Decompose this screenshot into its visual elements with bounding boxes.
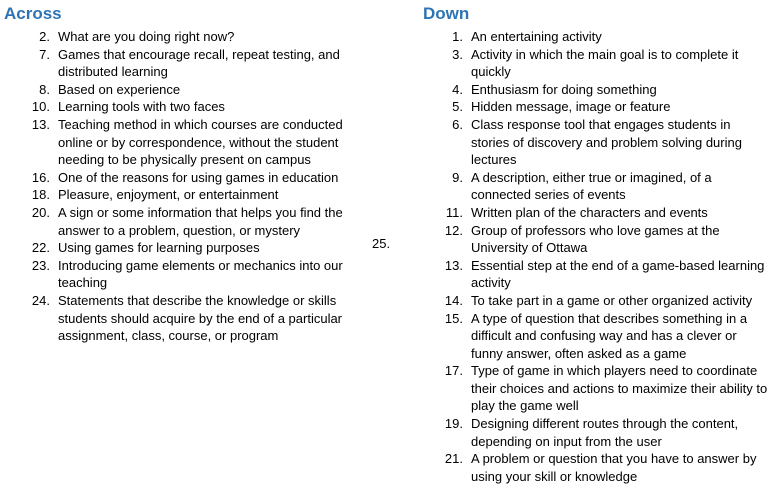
clue-text: Teaching method in which courses are conducted online or by correspondence, without the student needing to be physically present on campus bbox=[58, 116, 343, 168]
down-column bbox=[423, 4, 768, 485]
clue-text: Enthusiasm for doing something bbox=[471, 81, 657, 97]
clue-number: 22. bbox=[31, 240, 50, 256]
clue-number: 16. bbox=[31, 169, 50, 185]
clue-text: What are you doing right now? bbox=[58, 29, 235, 44]
clue-number: 13. bbox=[31, 116, 50, 132]
clue-text: Essential step at the end of a game-based learning activity bbox=[471, 257, 765, 291]
clue-number: 17. bbox=[444, 363, 463, 379]
clue-number: 7. bbox=[39, 46, 50, 62]
down-clue bbox=[423, 257, 768, 292]
down-clue bbox=[423, 310, 768, 363]
clue-text: Group of professors who love games at the University of Ottawa bbox=[471, 222, 720, 256]
across-clue bbox=[4, 204, 356, 239]
clue-text: Introducing game elements or mechanics into our teaching bbox=[58, 257, 343, 291]
clue-text: Pleasure, enjoyment, or entertainment bbox=[58, 187, 279, 203]
clue-number: 12. bbox=[444, 222, 463, 238]
clue-number: 23. bbox=[31, 257, 50, 273]
down-clue bbox=[423, 46, 768, 81]
clue-number: 8. bbox=[39, 81, 50, 97]
across-heading: Across bbox=[4, 4, 62, 23]
clue-number: 18. bbox=[31, 187, 50, 203]
down-clue bbox=[423, 169, 768, 204]
down-clue bbox=[423, 98, 768, 116]
clue-text: Using games for learning purposes bbox=[58, 240, 260, 256]
clue-text: Written plan of the characters and events bbox=[471, 204, 708, 220]
clue-text: Hidden message, image or feature bbox=[471, 99, 671, 115]
clue-number: 21. bbox=[444, 451, 463, 467]
clue-text: Class response tool that engages students in stories of discovery and problem solving during lectures bbox=[471, 116, 742, 168]
clue-number: 13. bbox=[444, 257, 463, 273]
clue-number: 2. bbox=[39, 29, 50, 44]
down-clue bbox=[423, 292, 768, 310]
clue-text: Type of game in which players need to coordinate their choices and actions to maximize their ability to play the game well bbox=[471, 363, 768, 414]
stray-clue-number: 25. bbox=[372, 236, 391, 251]
clue-number: 1. bbox=[452, 29, 463, 44]
clue-text: An entertaining activity bbox=[471, 29, 602, 44]
clue-text: Games that encourage recall, repeat testing, and distributed learning bbox=[58, 46, 340, 80]
clue-text: A type of question that describes something in a difficult and confusing way and has a clever or funny answer, often asked as a game bbox=[471, 310, 748, 361]
clue-number: 11. bbox=[445, 204, 463, 220]
clue-text: One of the reasons for using games in education bbox=[58, 169, 339, 185]
clue-text: A sign or some information that helps you find the answer to a problem, question, or mystery bbox=[58, 204, 343, 238]
down-clue bbox=[423, 450, 768, 485]
down-clue bbox=[423, 81, 768, 99]
down-clue-list bbox=[423, 28, 768, 485]
clue-text: To take part in a game or other organized activity bbox=[471, 292, 753, 308]
across-clue bbox=[4, 28, 356, 46]
across-clue bbox=[4, 46, 356, 81]
clue-number: 15. bbox=[444, 310, 463, 326]
clue-text: Learning tools with two faces bbox=[58, 99, 225, 115]
down-heading: Down bbox=[423, 4, 470, 23]
clue-number: 3. bbox=[452, 46, 463, 62]
clue-number: 14. bbox=[444, 292, 463, 308]
clue-number: 9. bbox=[452, 169, 463, 185]
clue-number: 5. bbox=[452, 99, 463, 115]
clue-text: Statements that describe the knowledge or skills students should acquire by the end of a particular assignment, class, course, or program bbox=[58, 292, 343, 344]
clue-number: 20. bbox=[31, 204, 50, 220]
clue-text: A problem or question that you have to answer by using your skill or knowledge bbox=[471, 451, 757, 484]
clue-number: 24. bbox=[31, 292, 50, 308]
down-clue bbox=[423, 362, 768, 415]
clue-text: Designing different routes through the content, depending on input from the user bbox=[471, 416, 739, 449]
across-clue bbox=[4, 257, 356, 292]
clue-number: 10. bbox=[31, 99, 50, 115]
across-column bbox=[4, 4, 356, 345]
clue-number: 19. bbox=[444, 416, 463, 432]
across-clue bbox=[4, 81, 356, 99]
clue-text: A description, either true or imagined, of a connected series of events bbox=[471, 169, 712, 203]
clue-number: 4. bbox=[452, 81, 463, 97]
clue-text: Based on experience bbox=[58, 81, 181, 97]
down-clue bbox=[423, 204, 768, 222]
across-clue bbox=[4, 116, 356, 169]
clue-text: Activity in which the main goal is to complete it quickly bbox=[471, 46, 739, 80]
across-clue bbox=[4, 98, 356, 116]
down-clue bbox=[423, 28, 768, 46]
across-clue-list bbox=[4, 28, 356, 345]
down-clue bbox=[423, 222, 768, 257]
clue-number: 6. bbox=[452, 116, 463, 132]
across-clue bbox=[4, 239, 356, 257]
down-clue bbox=[423, 415, 768, 450]
across-clue bbox=[4, 169, 356, 187]
down-clue bbox=[423, 116, 768, 169]
across-clue bbox=[4, 292, 356, 345]
across-clue bbox=[4, 186, 356, 204]
